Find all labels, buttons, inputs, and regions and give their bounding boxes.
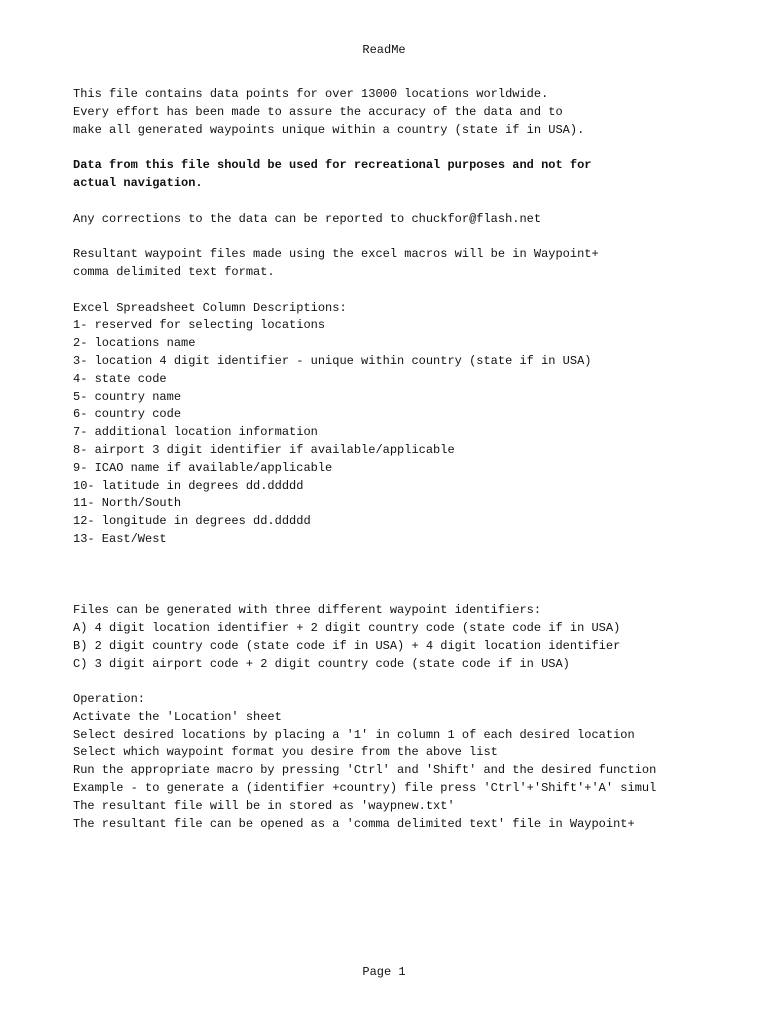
- list-item: The resultant file will be in stored as 'waypnew.txt': [73, 798, 455, 813]
- text-line: comma delimited text format.: [73, 264, 275, 279]
- list-item: Select which waypoint format you desire from the above list: [73, 745, 498, 760]
- spacer: [73, 139, 768, 157]
- page-number: Page 1: [362, 965, 406, 979]
- list-item: 8- airport 3 digit identifier if available/applicable: [73, 442, 455, 457]
- corrections-line: Any corrections to the data can be reported to chuckfor@flash.net: [73, 211, 542, 226]
- spacer: [73, 228, 768, 246]
- list-item: 7- additional location information: [73, 425, 318, 440]
- list-item: Run the appropriate macro by pressing 'Ctrl' and 'Shift' and the desired function: [73, 763, 657, 778]
- spacer: [73, 673, 768, 691]
- list-item: A) 4 digit location identifier + 2 digit country code (state code if in USA): [73, 620, 621, 635]
- document-body: [73, 86, 768, 833]
- list-item: C) 3 digit airport code + 2 digit country code (state code if in USA): [73, 656, 570, 671]
- section-heading: Files can be generated with three different waypoint identifiers:: [73, 603, 542, 618]
- resultant-paragraph: [73, 246, 768, 282]
- list-item: 1- reserved for selecting locations: [73, 318, 326, 333]
- list-item: 2- locations name: [73, 336, 196, 351]
- list-item: 9- ICAO name if available/applicable: [73, 460, 333, 475]
- text-line: Every effort has been made to assure the accuracy of the data and to: [73, 104, 563, 119]
- list-item: 6- country code: [73, 407, 182, 422]
- list-item: Activate the 'Location' sheet: [73, 709, 282, 724]
- list-item: Select desired locations by placing a '1' in column 1 of each desired location: [73, 727, 635, 742]
- list-item: 10- latitude in degrees dd.ddddd: [73, 478, 304, 493]
- list-item: 12- longitude in degrees dd.ddddd: [73, 514, 311, 529]
- list-item: 11- North/South: [73, 496, 182, 511]
- list-item: Example - to generate a (identifier +country) file press 'Ctrl'+'Shift'+'A' simul: [73, 781, 657, 796]
- list-item: 3- location 4 digit identifier - unique within country (state if in USA): [73, 353, 592, 368]
- spacer: [73, 567, 768, 585]
- list-item: The resultant file can be opened as a 'comma delimited text' file in Waypoint+: [73, 816, 635, 831]
- text-line: Resultant waypoint files made using the excel macros will be in Waypoint+: [73, 247, 599, 262]
- operation-steps: [73, 691, 768, 833]
- column-descriptions: [73, 300, 768, 549]
- warning-line: Data from this file should be used for recreational purposes and not for: [73, 158, 592, 173]
- identifier-formats: [73, 602, 768, 673]
- spacer: [73, 549, 768, 567]
- warning-line: actual navigation.: [73, 175, 203, 190]
- section-heading: Operation:: [73, 692, 146, 707]
- list-item: 4- state code: [73, 371, 167, 386]
- list-item: 5- country name: [73, 389, 182, 404]
- warning-paragraph: [73, 157, 768, 193]
- text-line: make all generated waypoints unique within a country (state if in USA).: [73, 122, 585, 137]
- spacer: [73, 584, 768, 602]
- text-line: This file contains data points for over 13000 locations worldwide.: [73, 87, 549, 101]
- list-item: 13- East/West: [73, 531, 167, 546]
- page-title: ReadMe: [362, 43, 406, 57]
- section-heading: Excel Spreadsheet Column Descriptions:: [73, 300, 347, 315]
- intro-paragraph: [73, 86, 768, 139]
- spacer: [73, 193, 768, 211]
- list-item: B) 2 digit country code (state code if in USA) + 4 digit location identifier: [73, 638, 621, 653]
- spacer: [73, 282, 768, 300]
